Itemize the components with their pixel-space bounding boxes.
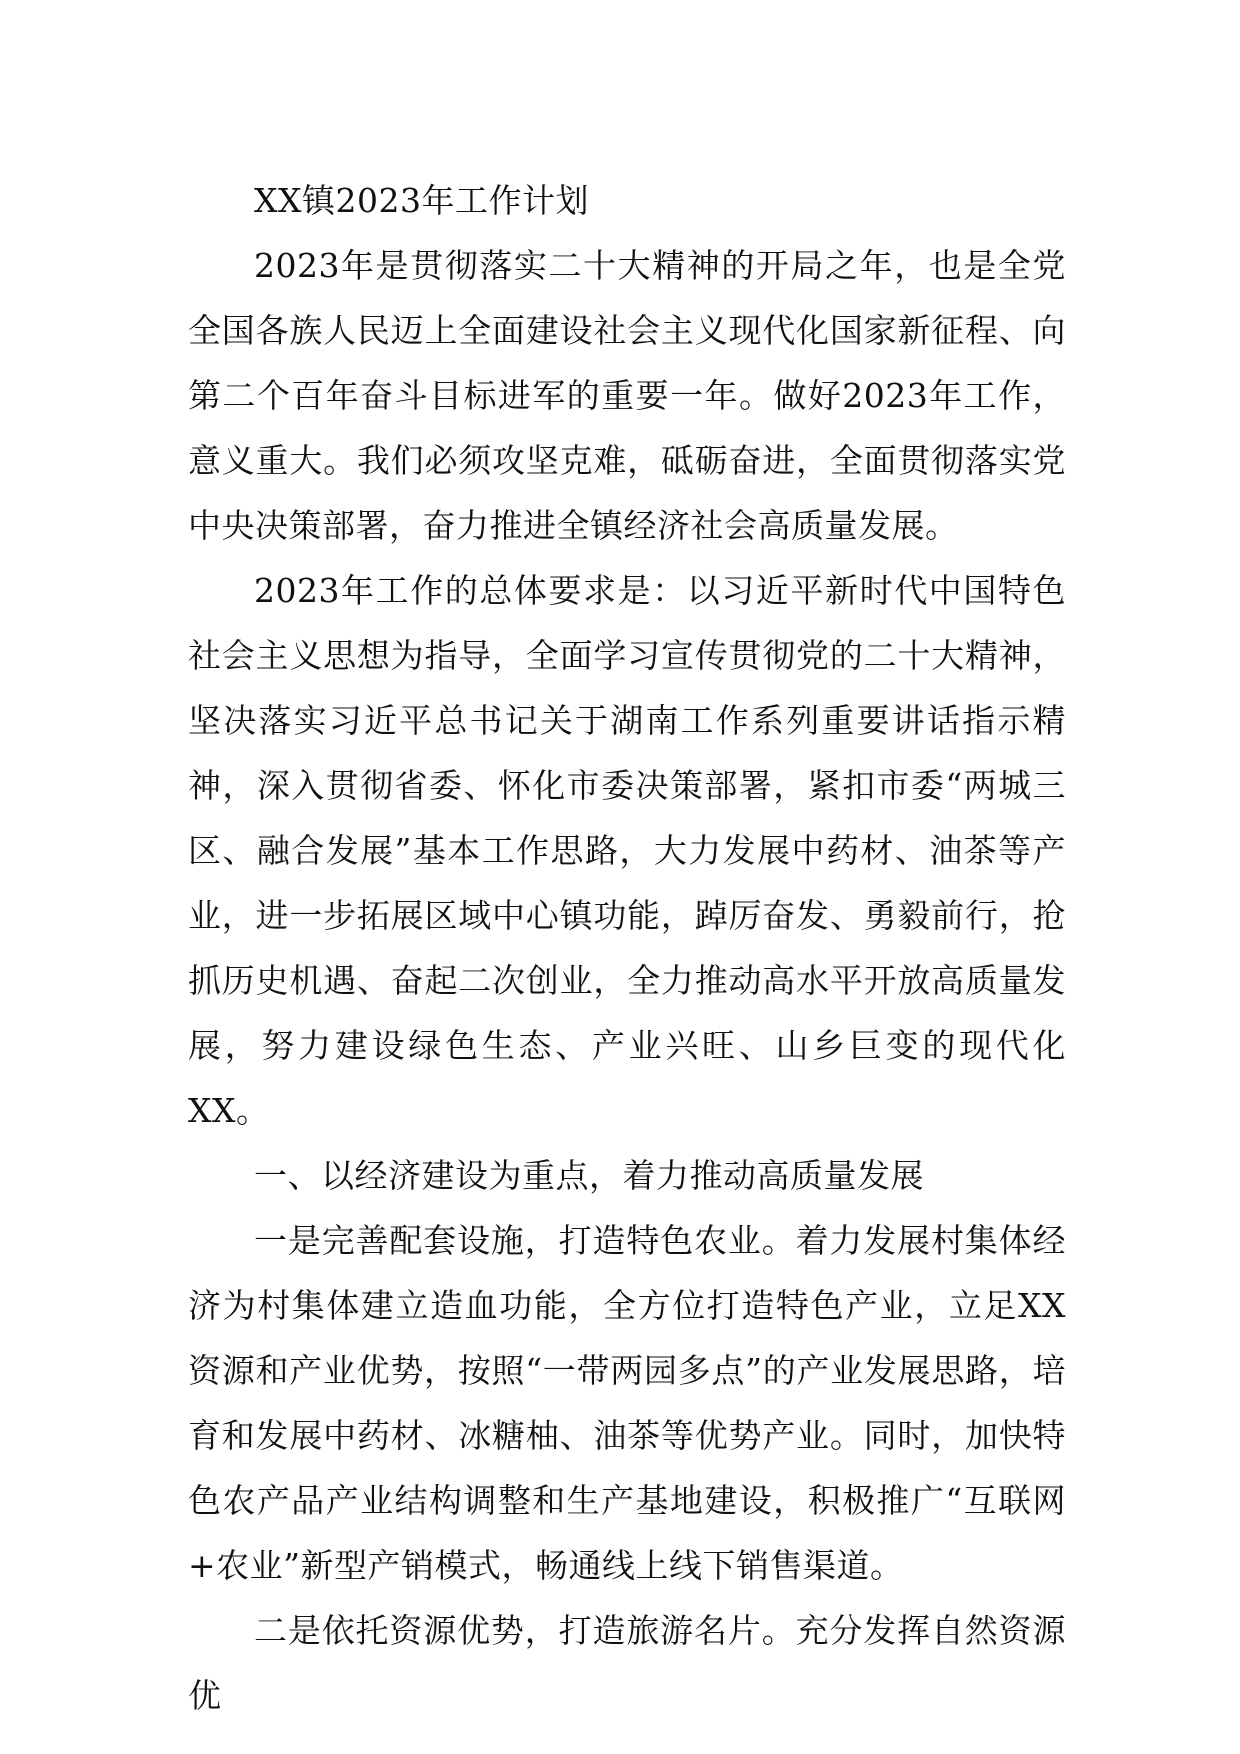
document-title: XX镇2023年工作计划 (254, 181, 589, 220)
paragraph-intro: 2023年是贯彻落实二十大精神的开局之年，也是全党全国各族人民迈上全面建设社会主义现代化国家新征程、向第二个百年奋斗目标进军的重要一年。做好2023年工作，意义重大。我们必须攻坚克难，砥砺奋进，全面贯彻落实党中央决策部署，奋力推进全镇经济社会高质量发展。 (188, 246, 1066, 545)
paragraph-general-requirements: 2023年工作的总体要求是：以习近平新时代中国特色社会主义思想为指导，全面学习宣传贯彻党的二十大精神，坚决落实习近平总书记关于湖南工作系列重要讲话指示精神，深入贯彻省委、怀化市委决策部署，紧扣市委“两城三区、融合发展”基本工作思路，大力发展中药材、油茶等产业，进一步拓展区域中心镇功能，踔厉奋发、勇毅前行，抢抓历史机遇、奋起二次创业，全力推动高水平开放高质量发展，努力建设绿色生态、产业兴旺、山乡巨变的现代化XX。 (188, 571, 1066, 1130)
paragraph-tourism: 二是依托资源优势，打造旅游名片。充分发挥自然资源优 (188, 1611, 1066, 1715)
document-body (188, 168, 1066, 1728)
section-heading-economy: 一、以经济建设为重点，着力推动高质量发展 (254, 1156, 924, 1195)
paragraph-agriculture: 一是完善配套设施，打造特色农业。着力发展村集体经济为村集体建立造血功能，全方位打造特色产业，立足XX资源和产业优势，按照“一带两园多点”的产业发展思路，培育和发展中药材、冰糖柚、油茶等优势产业。同时，加快特色农产品产业结构调整和生产基地建设，积极推广“互联网+农业”新型产销模式，畅通线上线下销售渠道。 (188, 1221, 1066, 1585)
